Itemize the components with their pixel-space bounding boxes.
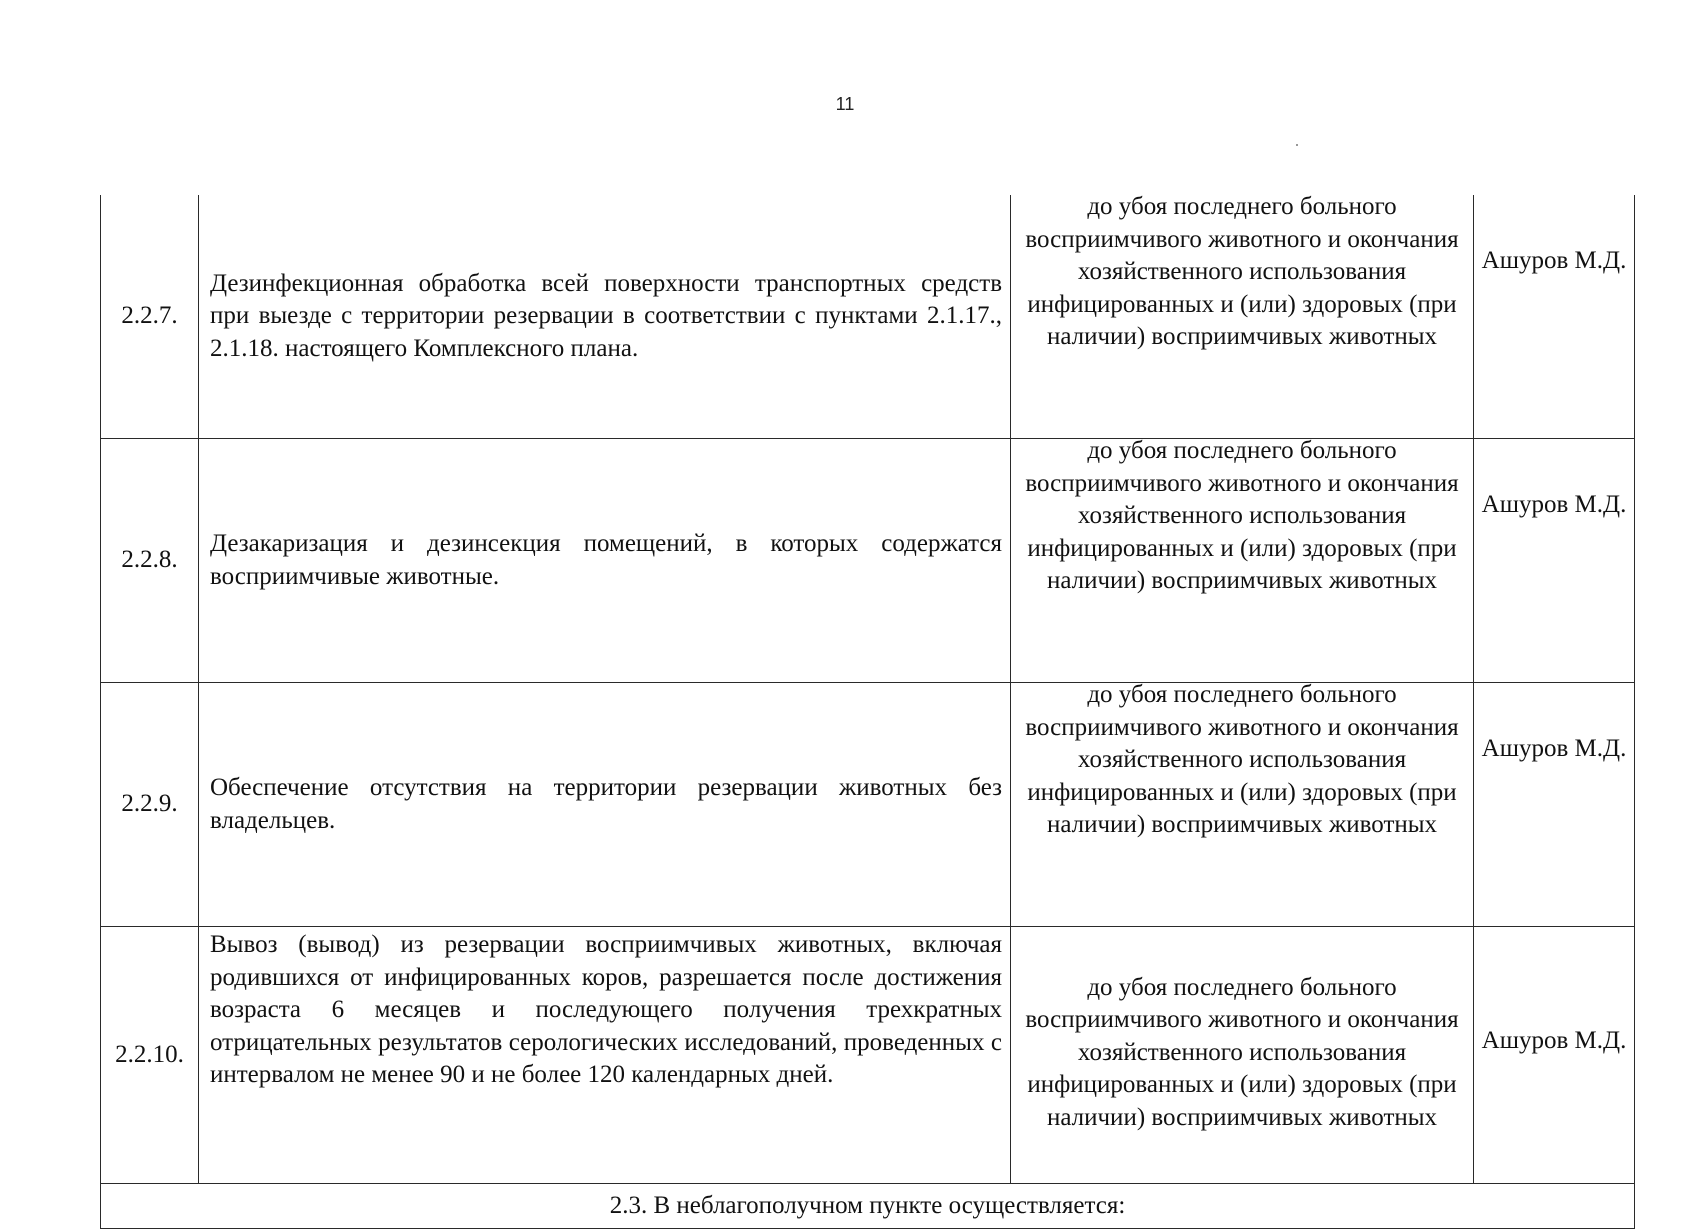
table-row — [101, 439, 1635, 683]
scan-speck — [1296, 144, 1298, 146]
item-number: 2.2.7. — [101, 195, 199, 439]
section-heading: 2.3. В неблагополучном пункте осуществляется: — [101, 1184, 1635, 1229]
item-term-text: до убоя последнего больного восприимчивого животного и окончания хозяйственного использования инфицированных и (или) здоровых (при наличии) восприимчивых животных — [1025, 193, 1459, 350]
item-term — [1011, 927, 1474, 1184]
item-responsible: Ашуров М.Д. — [1474, 927, 1635, 1184]
complex-plan-table — [100, 195, 1635, 1229]
item-term-text: до убоя последнего больного восприимчивого животного и окончания хозяйственного использования инфицированных и (или) здоровых (при наличии) восприимчивых животных — [1025, 973, 1459, 1131]
page-number: 11 — [835, 94, 855, 114]
item-responsible: Ашуров М.Д. — [1474, 439, 1635, 683]
table-row — [101, 683, 1635, 927]
item-description: Вывоз (вывод) из резервации восприимчивых животных, включая родившихся от инфицированных коров, разрешается после достижения возраста 6 месяцев и последующего получения трехкратных отрицательных результатов серологических исследований, проведенных с интервалом не менее 90 и не более 120 календарных дней. — [199, 927, 1011, 1184]
item-responsible: Ашуров М.Д. — [1474, 683, 1635, 927]
section-heading-row — [101, 1184, 1635, 1229]
item-description: Дезинфекционная обработка всей поверхности транспортных средств при выезде с территории резервации в соответствии с пунктами 2.1.17., 2.1.18. настоящего Комплексного плана. — [199, 195, 1011, 439]
item-description: Обеспечение отсутствия на территории резервации животных без владельцев. — [199, 683, 1011, 927]
item-responsible: Ашуров М.Д. — [1474, 195, 1635, 439]
table-row — [101, 927, 1635, 1184]
item-number: 2.2.8. — [101, 439, 199, 683]
item-number: 2.2.10. — [101, 927, 199, 1184]
table-row — [101, 195, 1635, 439]
item-term — [1011, 683, 1474, 927]
item-term — [1011, 439, 1474, 683]
item-term-text: до убоя последнего больного восприимчивого животного и окончания хозяйственного использования инфицированных и (или) здоровых (при наличии) восприимчивых животных — [1025, 681, 1459, 838]
item-number: 2.2.9. — [101, 683, 199, 927]
item-description: Дезакаризация и дезинсекция помещений, в которых содержатся восприимчивые животные. — [199, 439, 1011, 683]
item-term — [1011, 195, 1474, 439]
item-term-text: до убоя последнего больного восприимчивого животного и окончания хозяйственного использования инфицированных и (или) здоровых (при наличии) восприимчивых животных — [1025, 437, 1459, 594]
